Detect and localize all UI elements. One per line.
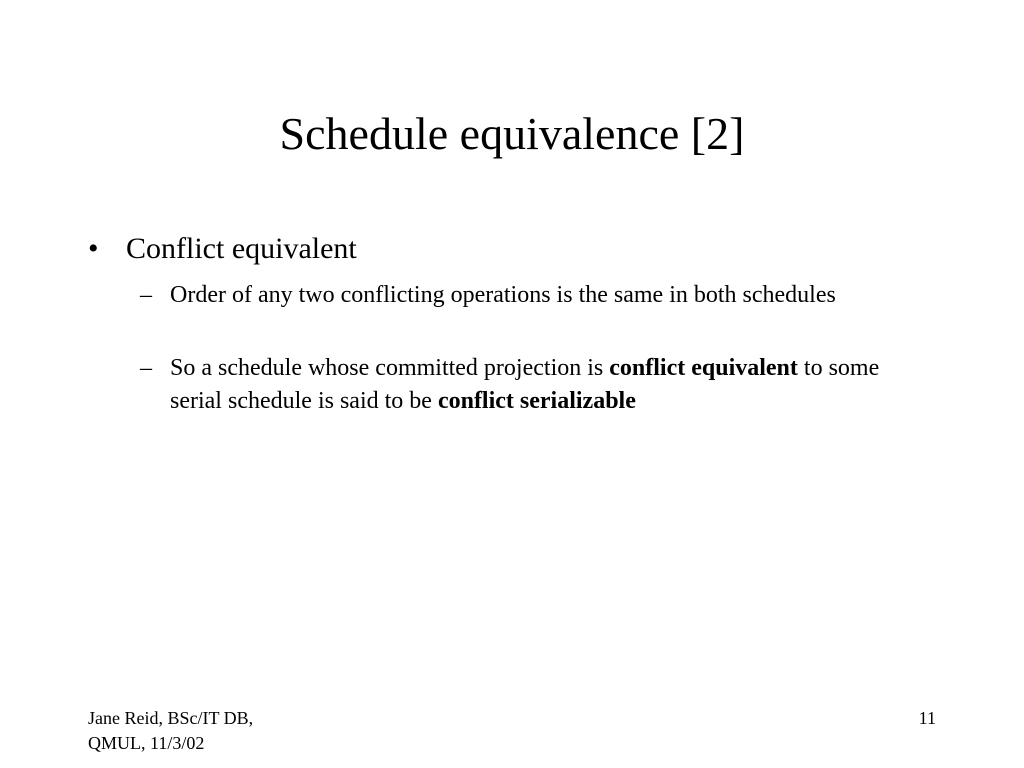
footer-line-2: QMUL, 11/3/02 — [88, 733, 205, 753]
bold-term-conflict-serializable: conflict serializable — [437, 388, 636, 414]
bullet-marker: • — [88, 232, 99, 265]
dash-marker: – — [140, 355, 152, 381]
bullet-text: Conflict equivalent — [126, 232, 357, 265]
footer-author — [88, 706, 253, 756]
text-part: to some serial schedule is said to be — [170, 355, 880, 414]
sub-item-text: Order of any two conflicting operations is the same in both schedules — [170, 282, 836, 308]
bold-term-conflict-equivalent: conflict equivalent — [609, 355, 798, 381]
dash-marker: – — [140, 282, 152, 308]
slide-title: Schedule equivalence [2] — [279, 108, 745, 159]
sub-item-text — [170, 352, 930, 418]
footer-line-1: Jane Reid, BSc/IT DB, — [88, 708, 254, 728]
page-number: 11 — [918, 708, 936, 728]
text-part: So a schedule whose committed projection is — [170, 355, 610, 381]
